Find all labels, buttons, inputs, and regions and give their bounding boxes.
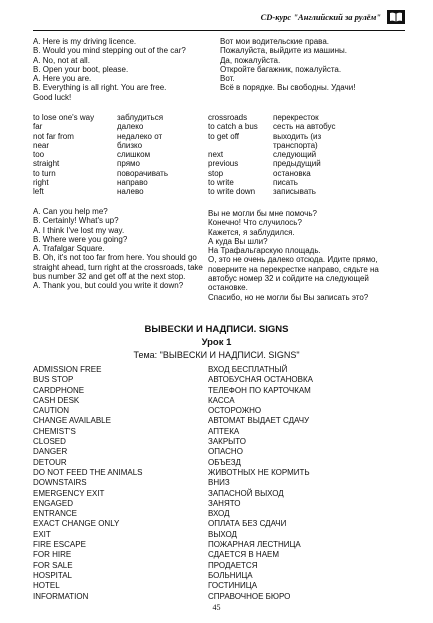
vocab-en: stop xyxy=(208,168,224,178)
dialogue-line: A. Can you help me? xyxy=(33,207,108,216)
sign-en: ADMISSION FREE xyxy=(33,365,102,374)
vocab-ru: прямо xyxy=(117,159,140,169)
vocab-row xyxy=(33,178,213,187)
dialogue2-russian xyxy=(208,207,403,302)
dialogue1-russian xyxy=(220,37,400,93)
vocab-ru: транспорта) xyxy=(273,140,318,150)
sign-en: BUS STOP xyxy=(33,375,74,385)
vocab-row xyxy=(208,132,398,141)
vocab-row xyxy=(208,150,398,159)
vocabulary-right xyxy=(208,113,398,197)
vocab-row xyxy=(33,141,213,150)
vocab-ru: близко xyxy=(117,140,143,150)
vocab-ru: записывать xyxy=(273,187,316,197)
dialogue-line: Конечно! Что случилось? xyxy=(208,218,302,228)
vocab-row xyxy=(208,159,398,168)
dialogue1-english xyxy=(33,37,208,102)
vocab-row xyxy=(208,141,398,150)
vocab-en: to lose one's way xyxy=(33,113,95,122)
vocab-en: far xyxy=(33,122,43,132)
vocab-en: right xyxy=(33,178,49,188)
dialogue-line: B. Certainly! What's up? xyxy=(33,216,119,226)
vocab-row xyxy=(208,178,398,187)
sign-ru: АВТОМАТ ВЫДАЕТ СДАЧУ xyxy=(208,416,310,426)
dialogue-line: Вот мои водительские права. xyxy=(220,37,330,46)
vocab-ru: следующий xyxy=(273,150,317,160)
sign-ru: БОЛЬНИЦА xyxy=(208,570,253,580)
vocab-ru: недалеко от xyxy=(117,131,163,141)
vocab-ru: перекресток xyxy=(273,113,319,122)
dialogue-line: О, это не очень далеко отсюда. Идите прямо, поверните на перекрестке направо, сядьте на автобус номер 32 и сойдите на следующей остановке. xyxy=(208,255,379,293)
vocab-ru: слишком xyxy=(117,150,151,160)
vocab-row xyxy=(208,113,398,122)
sign-en: DOWNSTAIRS xyxy=(33,478,87,488)
dialogue-line: Кажется, я заблудился. xyxy=(208,227,295,237)
sign-en: FOR HIRE xyxy=(33,550,72,560)
sign-ru: ВНИЗ xyxy=(208,478,230,488)
sign-en: EXACT CHANGE ONLY xyxy=(33,519,120,529)
dialogue2-english xyxy=(33,207,203,291)
vocab-en: to get off xyxy=(208,131,239,141)
vocab-ru: писать xyxy=(273,178,298,188)
dialogue-line: B. Everything is all right. You are free. xyxy=(33,83,167,93)
sign-ru: ГОСТИНИЦА xyxy=(208,581,258,591)
sign-ru: ВХОД xyxy=(208,509,230,519)
sign-ru: АВТОБУСНАЯ ОСТАНОВКА xyxy=(208,375,313,385)
dialogue-line: Вы не могли бы мне помочь? xyxy=(208,209,317,218)
header-rule xyxy=(33,30,405,31)
dialogue-line: B. Oh, it's not too far from here. You should go straight ahead, turn right at the crossroads, take bus number 32 and get off at the next stop. xyxy=(33,253,203,282)
sign-en: CARDPHONE xyxy=(33,385,85,395)
theme-title: Тема: "ВЫВЕСКИ И НАДПИСИ. SIGNS" xyxy=(133,350,300,360)
vocab-ru: заблудиться xyxy=(117,113,164,122)
sign-ru: АПТЕКА xyxy=(208,426,240,436)
sign-ru: КАССА xyxy=(208,395,235,405)
sign-en: ENGAGED xyxy=(33,498,74,508)
dialogue-line: Good luck! xyxy=(33,92,72,102)
dialogue-line: Вот. xyxy=(220,74,235,84)
dialogue-line: B. Open your boot, please. xyxy=(33,64,129,74)
vocab-ru: предыдущий xyxy=(273,159,321,169)
dialogue-line: Спасибо, но не могли бы Вы записать это? xyxy=(208,292,369,302)
vocab-ru: поворачивать xyxy=(117,168,169,178)
dialogue-line: Да, пожалуйста. xyxy=(220,55,281,65)
vocab-row xyxy=(208,122,398,131)
vocabulary-left xyxy=(33,113,213,197)
sign-en: CHEMIST'S xyxy=(33,426,76,436)
sign-ru: ПОЖАРНАЯ ЛЕСТНИЦА xyxy=(208,540,301,550)
sign-en: CAUTION xyxy=(33,406,69,416)
lesson-title: Урок 1 xyxy=(201,337,232,348)
dialogue-line: A. Trafalgar Square. xyxy=(33,244,105,254)
vocab-ru: выходить (из xyxy=(273,131,322,141)
vocab-row xyxy=(208,187,398,196)
sign-en: FOR SALE xyxy=(33,560,73,570)
section-title: ВЫВЕСКИ И НАДПИСИ. SIGNS xyxy=(144,324,289,335)
signs-english xyxy=(33,365,203,602)
vocab-ru: направо xyxy=(117,178,148,188)
sign-en: FIRE ESCAPE xyxy=(33,540,86,550)
sign-ru: СПРАВОЧНОЕ БЮРО xyxy=(208,591,291,601)
vocab-en xyxy=(208,141,273,150)
sign-en: DANGER xyxy=(33,447,68,457)
dialogue-line: B. Would you mind stepping out of the car? xyxy=(33,46,186,56)
vocab-row xyxy=(208,169,398,178)
sign-en: CASH DESK xyxy=(33,395,80,405)
dialogue-line: А куда Вы шли? xyxy=(208,236,268,246)
vocab-en: left xyxy=(33,187,44,197)
sign-ru: ТЕЛЕФОН ПО КАРТОЧКАМ xyxy=(208,385,311,395)
vocab-en: too xyxy=(33,150,45,160)
sign-ru: ВЫХОД xyxy=(208,529,237,539)
dialogue-line: A. Thank you, but could you write it down? xyxy=(33,281,184,291)
vocab-row xyxy=(33,113,213,122)
dialogue-line: A. I think I've lost my way. xyxy=(33,225,125,235)
sign-en: CHANGE AVAILABLE xyxy=(33,416,111,426)
vocab-ru: сесть на автобус xyxy=(273,122,336,132)
vocab-en: near xyxy=(33,140,50,150)
vocab-en: next xyxy=(208,150,224,160)
vocab-en: to catch a bus xyxy=(208,122,258,132)
vocab-row xyxy=(33,150,213,159)
dialogue-line: Пожалуйста, выйдите из машины. xyxy=(220,46,347,56)
vocab-ru: далеко xyxy=(117,122,144,132)
signs-russian xyxy=(208,365,408,602)
vocab-ru: налево xyxy=(117,187,144,197)
dialogue-line: A. Here you are. xyxy=(33,74,92,84)
sign-en: EXIT xyxy=(33,529,51,539)
vocab-row xyxy=(33,187,213,196)
vocab-ru: остановка xyxy=(273,168,311,178)
sign-en: EMERGENCY EXIT xyxy=(33,488,105,498)
header-title: CD-курс "Английский за рулём" xyxy=(260,12,381,22)
vocab-row xyxy=(33,159,213,168)
page-header xyxy=(261,10,405,24)
sign-en: DO NOT FEED THE ANIMALS xyxy=(33,467,143,477)
vocab-row xyxy=(33,169,213,178)
sign-ru: ПРОДАЕТСЯ xyxy=(208,560,258,570)
sign-ru: ВХОД БЕСПЛАТНЫЙ xyxy=(208,365,288,374)
vocab-en: previous xyxy=(208,159,239,169)
sign-en: INFORMATION xyxy=(33,591,89,601)
dialogue-line: Всё в порядке. Вы свободны. Удачи! xyxy=(220,83,356,93)
sign-ru: ЖИВОТНЫХ НЕ КОРМИТЬ xyxy=(208,467,310,477)
sign-ru: СДАЕТСЯ В НАЕМ xyxy=(208,550,280,560)
vocab-en: to write xyxy=(208,178,234,188)
sign-ru: ЗАПАСНОЙ ВЫХОД xyxy=(208,488,284,498)
sign-ru: ЗАНЯТО xyxy=(208,498,241,508)
dialogue-line: A. No, not at all. xyxy=(33,55,90,65)
sign-ru: ОПАСНО xyxy=(208,447,243,457)
sign-ru: ОБЪЕЗД xyxy=(208,457,241,467)
sign-ru: ОСТОРОЖНО xyxy=(208,406,262,416)
dialogue-line: B. Where were you going? xyxy=(33,234,128,244)
vocab-row xyxy=(33,132,213,141)
sign-en: DETOUR xyxy=(33,457,67,467)
sign-en: HOSPITAL xyxy=(33,570,72,580)
sign-ru: ОПЛАТА БЕЗ СДАЧИ xyxy=(208,519,287,529)
sign-en: CLOSED xyxy=(33,437,66,447)
page-number: 45 xyxy=(212,603,221,612)
dialogue-line: На Трафальгарскую площадь. xyxy=(208,246,321,256)
sign-en: ENTRANCE xyxy=(33,509,78,519)
vocab-en: straight xyxy=(33,159,60,169)
book-icon xyxy=(387,10,405,24)
dialogue-line: Откройте багажник, пожалуйста. xyxy=(220,64,342,74)
vocab-en: not far from xyxy=(33,131,74,141)
vocab-en: to write down xyxy=(208,187,256,197)
dialogue-line: A. Here is my driving licence. xyxy=(33,37,137,46)
sign-en: HOTEL xyxy=(33,581,60,591)
vocab-row xyxy=(33,122,213,131)
vocab-en: crossroads xyxy=(208,113,248,122)
sign-ru: ЗАКРЫТО xyxy=(208,437,246,447)
vocab-en: to turn xyxy=(33,168,56,178)
